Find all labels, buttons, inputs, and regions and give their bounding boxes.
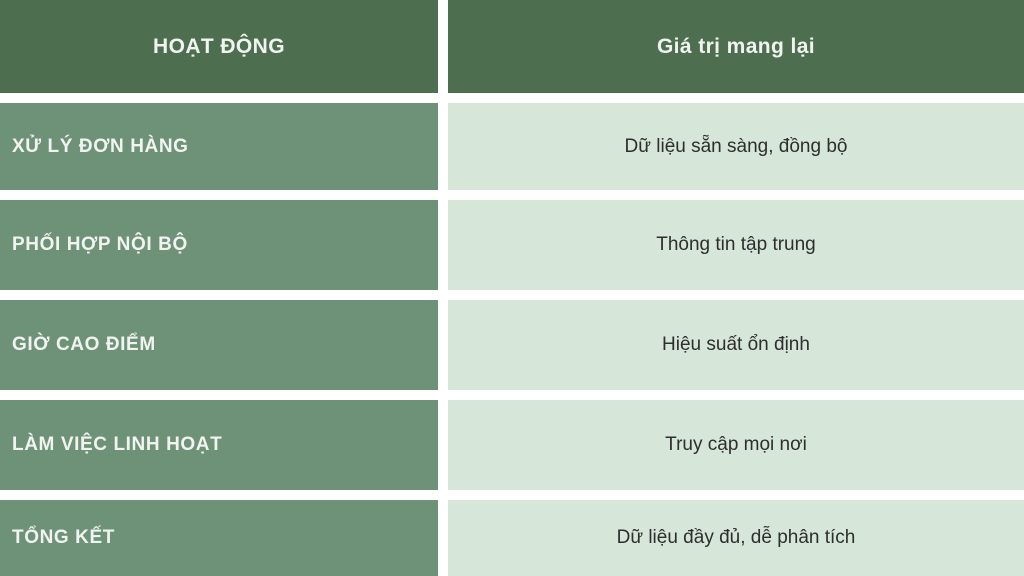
value-cell (448, 300, 1024, 390)
value-cell (448, 103, 1024, 190)
table-row (0, 400, 1024, 490)
table-row (0, 500, 1024, 576)
table-row (0, 200, 1024, 290)
table-row (0, 300, 1024, 390)
value-label: Thông tin tập trung (656, 234, 816, 255)
activity-label: XỬ LÝ ĐƠN HÀNG (12, 135, 189, 157)
activity-cell (0, 103, 438, 190)
value-label: Truy cập mọi nơi (665, 434, 807, 455)
value-column-header (448, 0, 1024, 93)
value-header-label: Giá trị mang lại (656, 34, 816, 58)
activity-label: GIỜ CAO ĐIỂM (12, 334, 156, 355)
activity-column-header (0, 0, 438, 93)
activity-header-label: HOẠT ĐỘNG (153, 34, 285, 58)
value-label: Dữ liệu sẵn sàng, đồng bộ (624, 135, 848, 157)
activity-cell (0, 500, 438, 576)
activity-cell (0, 400, 438, 490)
activity-label: PHỐI HỢP NỘI BỘ (12, 234, 188, 255)
value-label: Dữ liệu đầy đủ, dễ phân tích (616, 527, 856, 548)
value-cell (448, 400, 1024, 490)
table-row (0, 103, 1024, 190)
activity-label: TỔNG KẾT (12, 527, 115, 548)
table-header-row (0, 0, 1024, 93)
value-cell (448, 500, 1024, 576)
activity-label: LÀM VIỆC LINH HOẠT (12, 434, 223, 455)
activity-cell (0, 200, 438, 290)
value-cell (448, 200, 1024, 290)
activity-cell (0, 300, 438, 390)
value-label: Hiệu suất ổn định (662, 334, 810, 355)
